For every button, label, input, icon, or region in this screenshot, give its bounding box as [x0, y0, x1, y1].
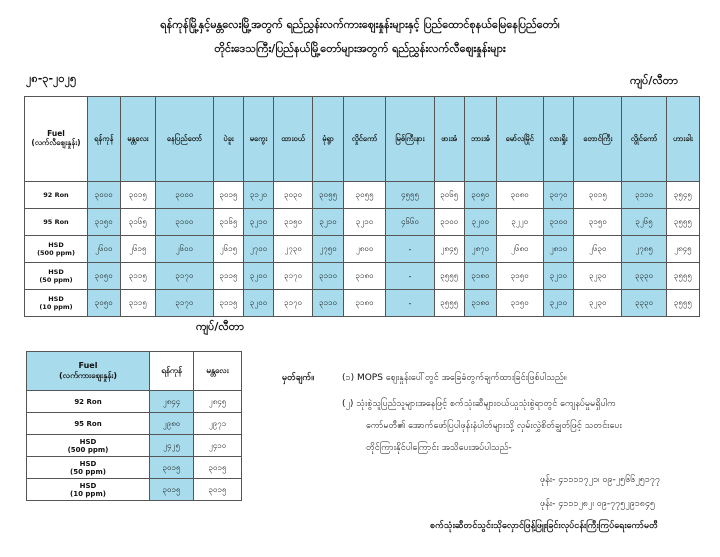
price-date: ၂၈-၃-၂၀၂၅ [26, 72, 77, 85]
price-cell: ၃၁၁၀ [622, 182, 666, 209]
note-item-2-line-3: တိုင်ကြားနိုင်ပါကြောင်း အသိပေးအပ်ပါသည်- [366, 443, 512, 453]
price-cell: ၃၅၅၅ [434, 263, 464, 290]
price-cell: - [386, 290, 434, 317]
fuel-type-label: HSD (50 ppm) [25, 263, 88, 290]
city-column-header: ထားဝယ် [273, 97, 313, 182]
price-cell: ၂၄၂၅ [150, 435, 194, 457]
city-column-header: လားရှိုး [543, 97, 574, 182]
city-column-header: မော်လမြိုင် [496, 97, 543, 182]
price-cell: ၃၁၇၀ [273, 263, 313, 290]
price-cell: ၃၁၈၀ [343, 263, 386, 290]
table-row [25, 209, 700, 236]
fuel-type-label: HSD (500 ppm) [27, 435, 150, 457]
price-cell: ၃၂၁၀ [543, 290, 574, 317]
price-cell: ၃၀၈၀ [496, 182, 543, 209]
fuel-type-label: HSD (50 ppm) [27, 457, 150, 479]
price-cell: ၃၀၁၅ [194, 457, 242, 479]
title-line-2: တိုင်းဒေသကြီး/ပြည်နယ်မြို့တော်များအတွက် ရည်ညွှန်းလက်လီဈေးနှုန်းများ [214, 42, 506, 55]
price-cell: ၃၀၆၅ [434, 182, 464, 209]
table-row [25, 236, 700, 263]
unit-label-wholesale: ကျပ်/လီတာ [196, 320, 244, 333]
price-cell: ၃၁၁၀ [313, 290, 343, 317]
price-cell: ၃၀၅၀ [88, 263, 121, 290]
price-cell: ၃၁၈၀ [464, 290, 496, 317]
price-cell: ၃၀၀၀ [88, 182, 121, 209]
price-cell: ၃၅၅၅ [666, 209, 699, 236]
price-cell: ၃၁၀၀ [434, 209, 464, 236]
table-row [27, 413, 242, 435]
fuel-type-label: 95 Ron [27, 413, 150, 435]
price-cell: ၃၀၁၅ [194, 479, 242, 501]
price-cell: ၃၂၁၀ [343, 209, 386, 236]
city-column-header: ဖားအံ [434, 97, 464, 182]
price-cell: ၂၉၇၁ [194, 413, 242, 435]
price-cell: ၃၁၇၀ [156, 263, 214, 290]
price-cell: ၂၈၄၅ [434, 236, 464, 263]
city-column-header: ပဲခူး [213, 97, 243, 182]
price-cell: ၃၂၃၀ [574, 290, 622, 317]
price-cell: ၃၁၇၀ [273, 290, 313, 317]
city-column-header: ရန်ကုန် [88, 97, 121, 182]
price-cell: ၃၁၁၅ [213, 290, 243, 317]
price-cell: ၂၆၈၀ [496, 236, 543, 263]
wholesale-price-table [26, 351, 242, 501]
fuel-header-text: Fuel [47, 129, 65, 138]
price-cell: ၃၁၅၀ [496, 290, 543, 317]
price-cell: ၃၁၂၀ [244, 182, 274, 209]
retail-price-table [24, 96, 700, 317]
fuel-header-subtext: (လက်ကားဈေးနှုန်း) [58, 370, 118, 380]
price-cell: ၃၂၆၅ [622, 209, 666, 236]
price-cell: ၂၇၅၀ [313, 236, 343, 263]
fuel-header-subtext: (လက်လီဈေးနှုန်း) [31, 138, 81, 147]
price-cell: ၃၃၃၀ [622, 290, 666, 317]
price-cell: ၃၂၁၀ [313, 209, 343, 236]
city-column-header: ဘားအံ [464, 97, 496, 182]
price-cell: ၃၁၆၅ [120, 209, 155, 236]
price-cell: ၃၀၁၅ [574, 182, 622, 209]
table-header-row [27, 352, 242, 391]
price-cell: ၃၅၅၅ [666, 263, 699, 290]
price-cell: ၃၂၃၀ [574, 263, 622, 290]
note-item-1: (၁) MOPS ဈေးနှုန်းပေါ်တွင် အခြေခံတွက်ချက်ထားခြင်းဖြစ်ပါသည်။ [342, 373, 567, 383]
price-cell: ၃၅၄၅ [666, 182, 699, 209]
price-cell: ၂၈၄၅ [194, 391, 242, 413]
city-column-header: လွိုင်ကော် [622, 97, 666, 182]
price-cell: ၃၁၁၅ [120, 263, 155, 290]
price-cell: ၃၀၀၀ [156, 182, 214, 209]
price-cell: ၂၆၁၅ [120, 236, 155, 263]
table-row [25, 290, 700, 317]
fuel-type-label: HSD (500 ppm) [25, 236, 88, 263]
price-cell: ၂၆၀၀ [88, 236, 121, 263]
phone-number-1: ဖုန်း- ၄၁၁၁၁၇၂၁၊ ၀၉-၂၅၆၆၂၅၁၇၇ [540, 475, 660, 485]
fuel-header-text: Fuel [78, 360, 98, 370]
price-cell: ၃၂၀၀ [244, 263, 274, 290]
price-cell: ၃၁၁၀ [313, 263, 343, 290]
city-column-header: လှိုင်ကော် [343, 97, 386, 182]
price-cell: ၃၁၀၀ [543, 209, 574, 236]
price-cell: ၃၀၁၅ [213, 182, 243, 209]
city-column-header: ဟားခါး [666, 97, 699, 182]
price-cell: ၂၈၄၄ [150, 391, 194, 413]
city-column-header: မန္တလေး [194, 352, 242, 391]
city-column-header: မြစ်ကြီးနား [386, 97, 434, 182]
price-cell: ၃၁၈၀ [464, 263, 496, 290]
price-cell: ၃၁၁၅ [120, 290, 155, 317]
price-cell: ၃၂၁၀ [543, 263, 574, 290]
note-item-2-line-1: (၂) သုံးစွဲသူပြည်သူများအနေဖြင့် စက်သုံးဆီများဝယ်ယူသုံးစွဲရာတွင် ကျေနပ်မှုမရှိပါက [342, 399, 616, 409]
fuel-type-label: 92 Ron [27, 391, 150, 413]
city-column-header: မကွေး [244, 97, 274, 182]
price-cell: ၃၁၅၀ [88, 209, 121, 236]
price-cell: ၂၈၇၀ [464, 236, 496, 263]
price-cell: ၂၆၃၀ [574, 236, 622, 263]
price-cell: ၃၁၅၀ [574, 209, 622, 236]
fuel-column-header [25, 97, 88, 182]
city-column-header: မန္တလေး [120, 97, 155, 182]
price-cell: ၃၀၅၀ [464, 182, 496, 209]
price-cell: ၃၂၀၀ [464, 209, 496, 236]
price-cell: ၃၁၅၀ [273, 209, 313, 236]
price-cell: ၂၆၀၀ [156, 236, 214, 263]
city-column-header: ရန်ကုန် [150, 352, 194, 391]
price-cell: ၃၀၁၅ [150, 479, 194, 501]
fuel-type-label: 95 Ron [25, 209, 88, 236]
price-cell: ၃၁၇၀ [156, 290, 214, 317]
title-line-1: ရန်ကုန်မြို့နှင့်မန္တလေးမြို့အတွက် ရည်ညွှန်းလက်ကားဈေးနှုန်းများနှင့် ပြည်ထောင်စုနယ်မြေနေပြည်တော်၊ [160, 18, 560, 31]
price-cell: ၄၆၆၀ [386, 209, 434, 236]
price-cell: ၃၀၅၀ [88, 290, 121, 317]
price-cell: ၃၃၃၀ [622, 263, 666, 290]
price-cell: ၃၁၆၅ [213, 209, 243, 236]
price-cell: ၄၅၅၅ [386, 182, 434, 209]
table-row [27, 435, 242, 457]
table-header-row [25, 97, 700, 182]
table-row [27, 457, 242, 479]
price-cell: ၃၁၀၀ [156, 209, 214, 236]
price-cell: ၃၁၈၀ [343, 290, 386, 317]
price-cell: ၃၁၁၅ [213, 263, 243, 290]
table-row [27, 391, 242, 413]
price-cell: ၂၈၀၀ [343, 236, 386, 263]
price-cell: ၃၀၁၅ [120, 182, 155, 209]
table-row [27, 479, 242, 501]
note-item-2-line-2: ကော်မတီ၏ အောက်ဖော်ပြပါဖုန်းနံပါတ်များသို့ လှမ်းလွှဲစိတ်ချွတ်ဖြင့် သတင်းပေး [366, 421, 622, 431]
price-cell: ၃၂၀၀ [244, 290, 274, 317]
notes-heading: မှတ်ချက်။ [282, 373, 314, 383]
fuel-column-header [27, 352, 150, 391]
phone-number-2: ဖုန်း- ၄၁၁၁၂၈၂၊ ၀၉-၇၇၅၂၉၁၈၄၅ [540, 499, 656, 509]
price-cell: - [386, 236, 434, 263]
price-cell: ၃၀၅၅ [313, 182, 343, 209]
price-cell: ၃၀၁၅ [150, 457, 194, 479]
city-column-header: တောင်ကြီး [574, 97, 622, 182]
price-cell: ၃၁၅၀ [496, 263, 543, 290]
price-cell: ၂၈၁၀ [543, 236, 574, 263]
city-column-header: နေပြည်တော် [156, 97, 214, 182]
price-cell: ၂၈၄၅ [666, 236, 699, 263]
price-cell: ၃၀၃၀ [273, 182, 313, 209]
price-cell: ၂၄၁၀ [194, 435, 242, 457]
table-row [25, 263, 700, 290]
price-cell: ၂၆၁၅ [213, 236, 243, 263]
price-cell: ၃၀၇၀ [543, 182, 574, 209]
committee-signature: စက်သုံးဆီတင်သွင်းသိုလှောင်ဖြန့်ဖြူးခြင်းလုပ်ငန်းကြီးကြပ်ရေးကော်မတီ [430, 521, 658, 531]
price-cell: ၃၀၅၅ [343, 182, 386, 209]
price-cell: ၂၉၈၀ [150, 413, 194, 435]
unit-label-retail: ကျပ်/လီတာ [630, 74, 678, 87]
city-column-header: မုံရွာ [313, 97, 343, 182]
price-cell: ၃၅၅၅ [434, 290, 464, 317]
fuel-type-label: 92 Ron [25, 182, 88, 209]
price-cell: ၃၅၅၅ [666, 290, 699, 317]
fuel-type-label: HSD (10 ppm) [25, 290, 88, 317]
fuel-type-label: HSD (10 ppm) [27, 479, 150, 501]
price-cell: ၃၂၂၀ [496, 209, 543, 236]
price-cell: ၃၂၁၀ [244, 209, 274, 236]
price-cell: - [386, 263, 434, 290]
price-cell: ၂၇၀၀ [244, 236, 274, 263]
table-row [25, 182, 700, 209]
price-cell: ၂၇၈၅ [622, 236, 666, 263]
price-cell: ၂၇၃၀ [273, 236, 313, 263]
